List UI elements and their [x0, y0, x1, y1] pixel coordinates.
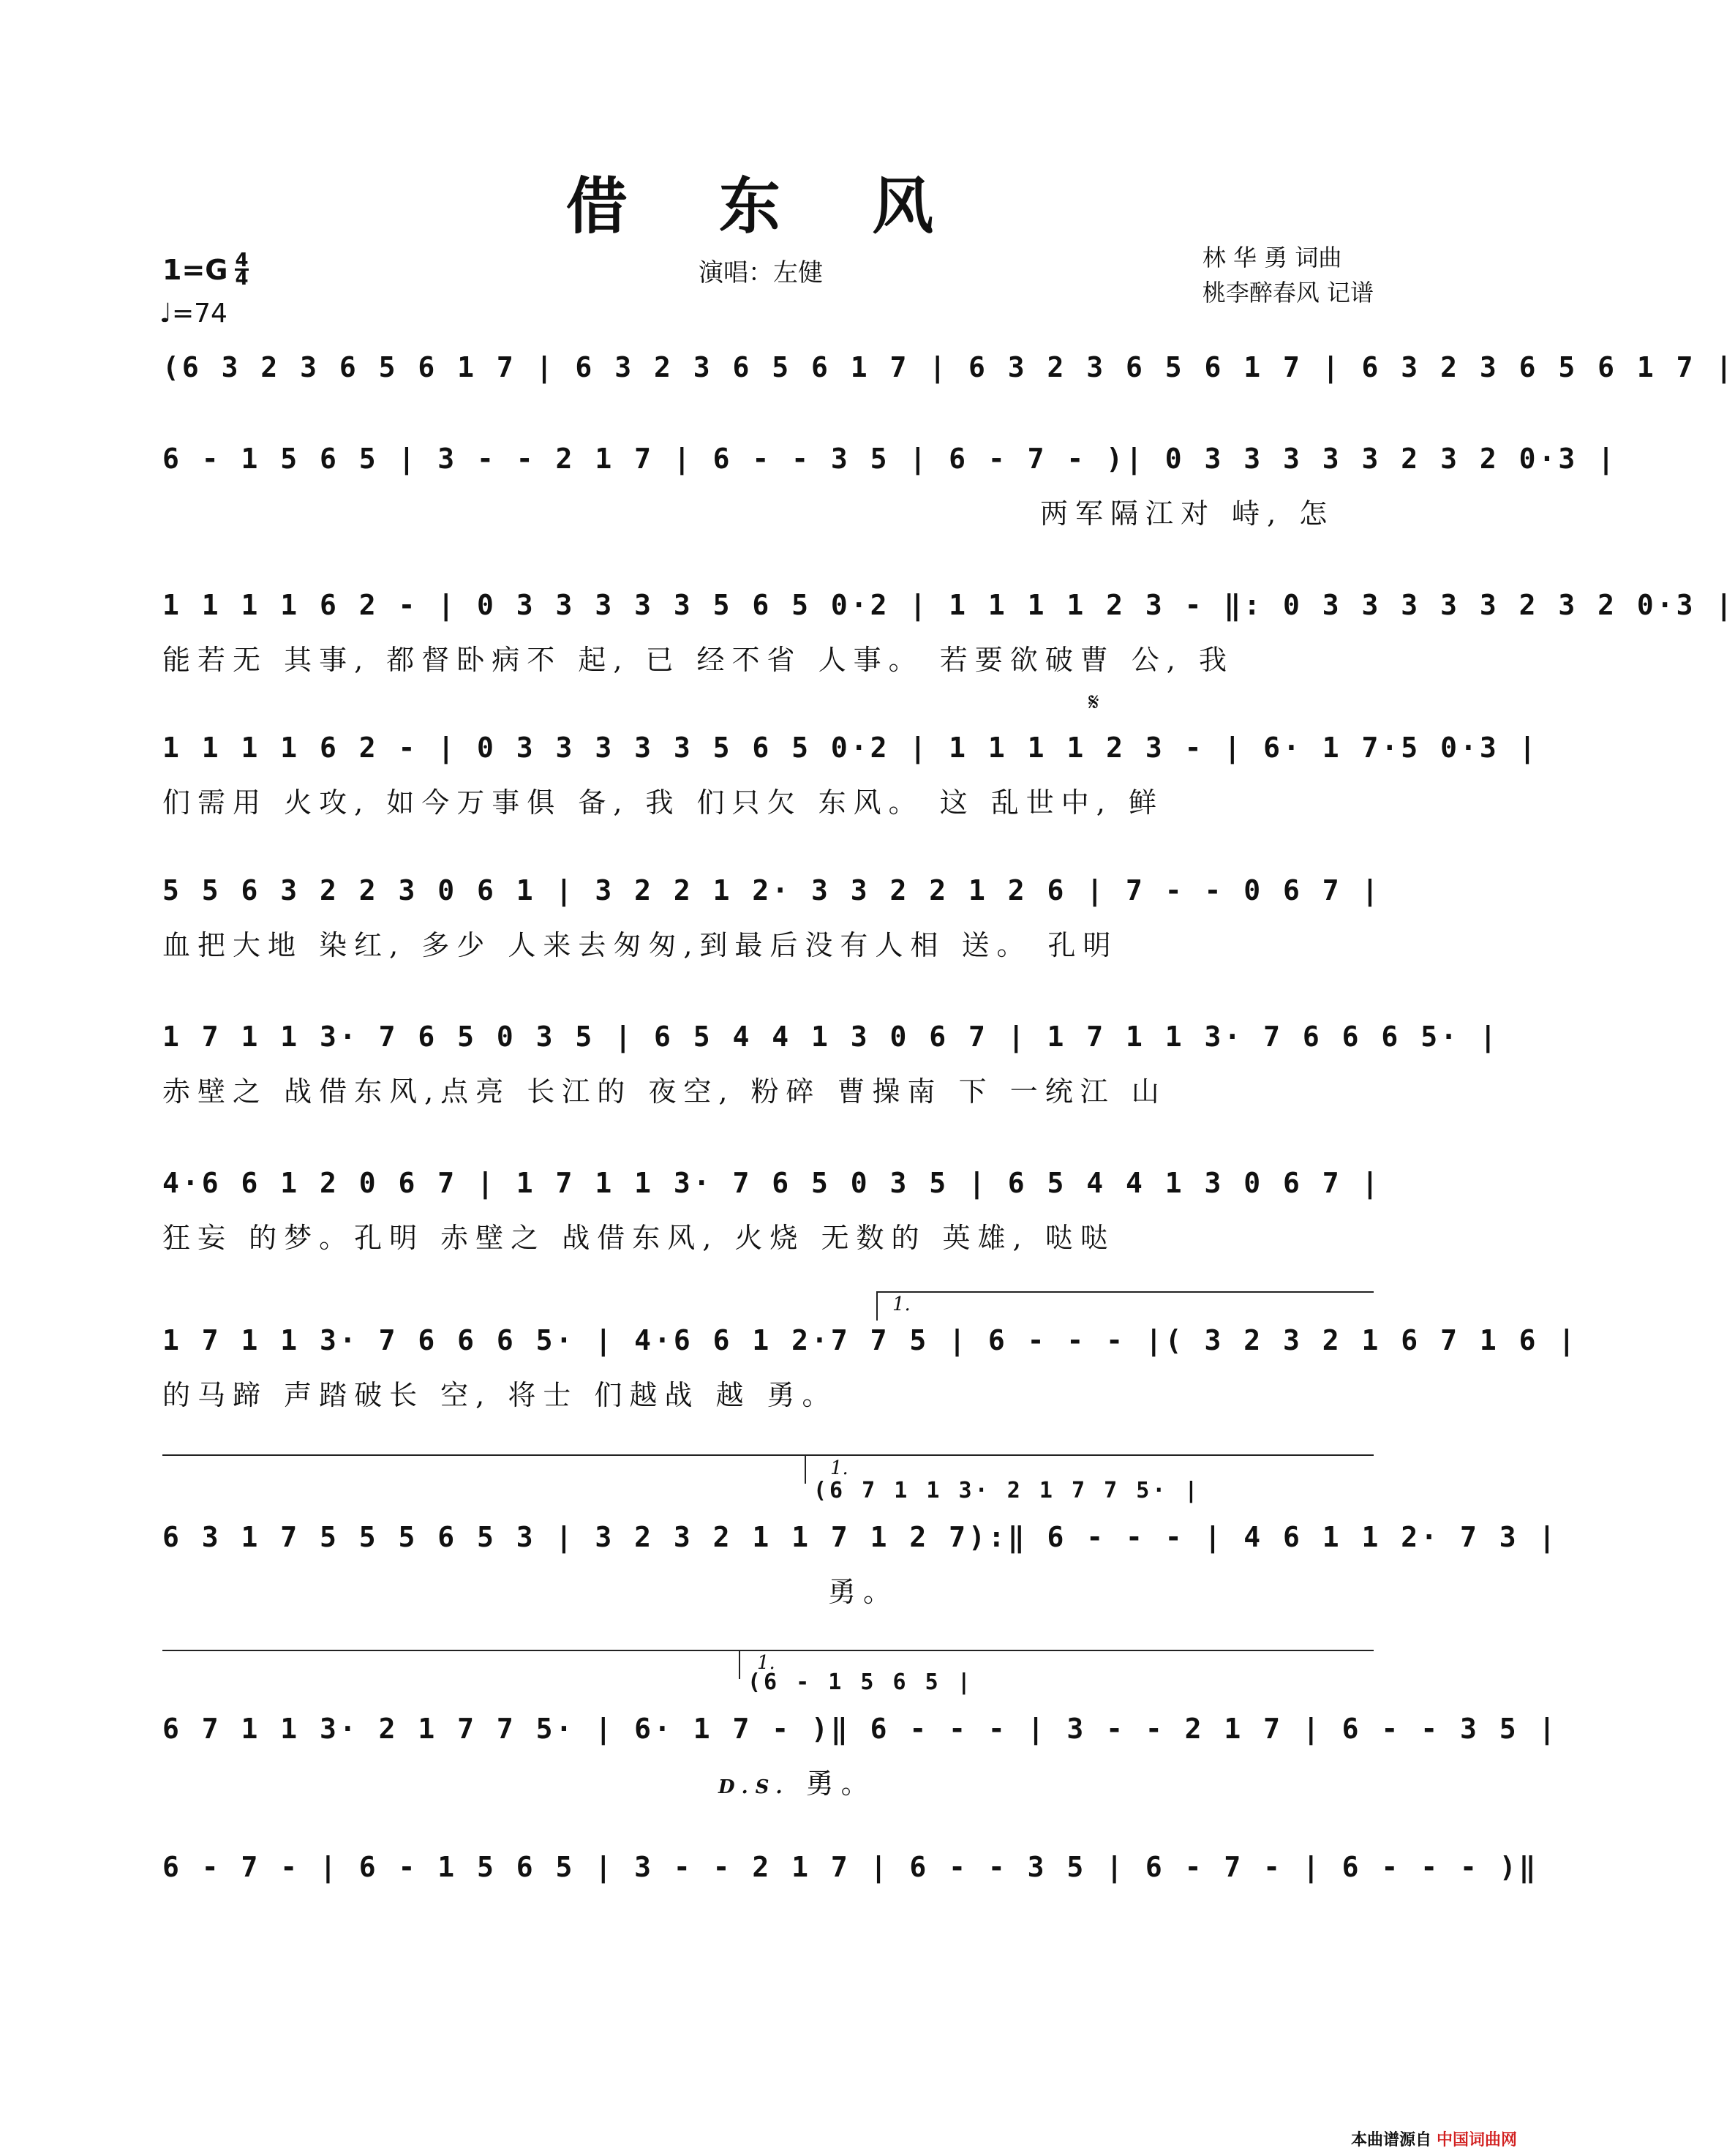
upper-notation-row: (6 7 1 1 3· 2 1 7 7 5· | [813, 1478, 1201, 1503]
notation-row: 6 7 1 1 3· 2 1 7 7 5· | 6· 1 7 - )‖ 6 - - - | 3 - - 2 1 7 | 6 - - 3 5 | [162, 1713, 1559, 1745]
volta-bracket-1-edge [876, 1291, 878, 1321]
score-line-5 [162, 874, 1382, 963]
notation-row: 1 1 1 1 6 2 - | 0 3 3 3 3 3 5 6 5 0·2 | 1 1 1 1 2 3 - ‖: 0 3 3 3 3 3 2 3 2 0·3 | [162, 589, 1735, 621]
key-label: 1=G [162, 253, 228, 286]
notation-row: 6 - 7 - | 6 - 1 5 6 5 | 3 - - 2 1 7 | 6 - - 3 5 | 6 - 7 - | 6 - - - )‖ [162, 1851, 1539, 1883]
notation-row: 6 3 1 7 5 5 5 6 5 3 | 3 2 3 2 1 1 7 1 2 7):‖ 6 - - - | 4 6 1 1 2· 7 3 | [162, 1521, 1559, 1553]
lyrics-row: 们需用 火攻, 如今万事俱 备, 我 们只欠 东风。 这 乱世中, 鲜 [162, 786, 1164, 819]
composer-credit: 林 华 勇 词曲 [1202, 244, 1342, 271]
segno-sign: 𝄋 [1088, 688, 1099, 717]
right-edge-watermark [1521, 0, 1532, 2156]
score-line-1 [162, 351, 1735, 399]
score-line-2 [162, 443, 1617, 531]
lyrics-row: 赤壁之 战借东风,点亮 长江的 夜空, 粉碎 曹操南 下 一统江 山 [162, 1075, 1167, 1108]
footer-site-link[interactable]: 中国词曲网 [1436, 2131, 1517, 2149]
volta-bracket-2 [805, 1454, 1374, 1456]
score-line-11 [162, 1851, 1539, 1883]
score-line-10 [162, 1669, 1559, 1801]
volta-bracket-3 [739, 1650, 958, 1651]
lyrics-row: 两军隔江对 峙, 怎 [1040, 497, 1335, 530]
score-line-3 [162, 589, 1735, 677]
singer-credit: 演唱：左健 [699, 258, 823, 288]
transcriber-credit: 桃李醉春风 记谱 [1202, 279, 1374, 307]
lyrics-text: 勇。 [805, 1768, 876, 1800]
lyrics-row: 勇。 [828, 1576, 899, 1608]
song-title: 借 东 风 [565, 170, 969, 242]
volta-label-1: 1. [892, 1293, 911, 1315]
key-signature [162, 249, 249, 290]
da-segno-mark: D.S. [718, 1776, 790, 1798]
lyrics-row: 血把大地 染红, 多少 人来去匆匆,到最后没有人相 送。 孔明 [162, 929, 1118, 961]
notation-row: 1 7 1 1 3· 7 6 5 0 3 5 | 6 5 4 4 1 3 0 6 7 | 1 7 1 1 3· 7 6 6 6 5· | [162, 1021, 1499, 1053]
time-sig-numerator: 4 [235, 249, 249, 271]
volta-label-3: 1. [757, 1652, 775, 1674]
notation-row: 6 - 1 5 6 5 | 3 - - 2 1 7 | 6 - - 3 5 | 6 - 7 - )| 0 3 3 3 3 3 2 3 2 0·3 | [162, 443, 1617, 475]
notation-row: 4·6 6 1 2 0 6 7 | 1 7 1 1 3· 7 6 5 0 3 5 | 6 5 4 4 1 3 0 6 7 | [162, 1167, 1382, 1199]
notation-row: 1 7 1 1 3· 7 6 6 6 5· | 4·6 6 1 2·7 7 5 | 6 - - - |( 3 2 3 2 1 6 7 1 6 | [162, 1324, 1578, 1356]
upper-notation-row: (6 - 1 5 6 5 | [748, 1669, 974, 1695]
lyrics-row: 的马蹄 声踏破长 空, 将士 们越战 越 勇。 [162, 1379, 838, 1411]
left-edge-watermark [3, 0, 13, 2156]
score-line-4 [162, 732, 1539, 820]
score-line-6 [162, 1021, 1499, 1109]
score-line-7 [162, 1167, 1382, 1255]
score-line-8 [162, 1324, 1578, 1413]
lyrics-row: 狂妄 的梦。孔明 赤壁之 战借东风, 火烧 无数的 英雄, 哒哒 [162, 1222, 1115, 1254]
notation-row: (6 3 2 3 6 5 6 1 7 | 6 3 2 3 6 5 6 1 7 | 6 3 2 3 6 5 6 1 7 | 6 3 2 3 6 5 6 1 7 | [162, 351, 1735, 383]
credits [1203, 240, 1374, 310]
volta-bracket-1 [876, 1291, 1374, 1293]
footer-label: 本曲谱源自 [1350, 2131, 1431, 2149]
source-footer [1351, 2127, 1517, 2150]
notation-row: 1 1 1 1 6 2 - | 0 3 3 3 3 3 5 6 5 0·2 | 1 1 1 1 2 3 - | 6· 1 7·5 0·3 | [162, 732, 1539, 764]
lyrics-row: 能若无 其事, 都督卧病不 起, 已 经不省 人事。 若要欲破曹 公, 我 [162, 644, 1234, 676]
lyrics-row [162, 1761, 1374, 1801]
time-sig-denominator: 4 [235, 268, 249, 290]
tempo-mark: ♩=74 [159, 298, 227, 328]
volta-label-2: 1. [830, 1457, 848, 1479]
score-line-9 [162, 1478, 1559, 1610]
notation-row: 5 5 6 3 2 2 3 0 6 1 | 3 2 2 1 2· 3 3 2 2 1 2 6 | 7 - - 0 6 7 | [162, 874, 1382, 906]
time-signature [235, 249, 249, 290]
